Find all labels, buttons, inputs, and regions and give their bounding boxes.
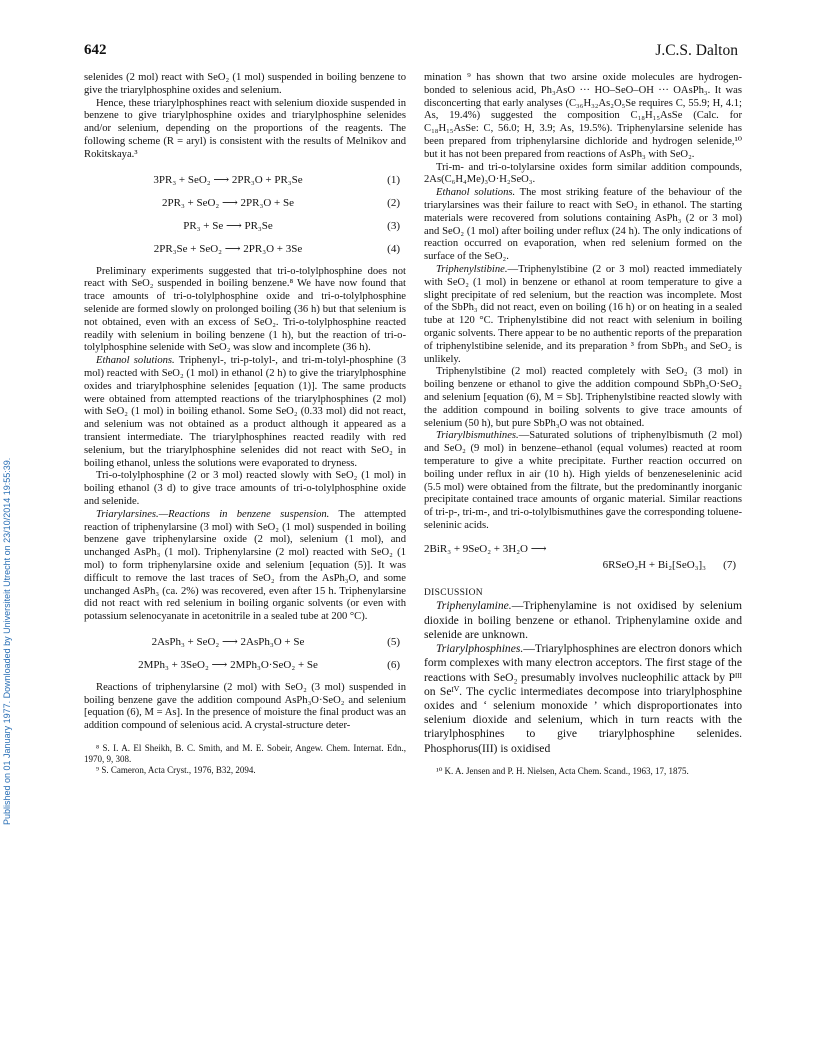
equation-block-1 (84, 168, 406, 260)
right-column (424, 72, 742, 777)
paragraph: Ethanol solutions. Triphenyl-, tri-p-tolyl-, and tri-m-tolyl-phosphine (3 mol) reacted with SeO₂ (1 mol) in ethanol (2 h) to give the triarylphosphine oxides and triarylphosphine selenides [equation (1)]. The same products were obtained from attempted reactions of the triarylphosphines (2 mol) with SeO₂ (1 mol) in boiling ethanol. Some SeO₂ (0.33 mol) did not react, and selenium was not obtained as a product although it appeared as a transient intermediate. The triarylphosphines reacted readily with red selenium, but the triarylphosphine selenides did not react with SeO₂ in boiling ethanol, unless the solutions were evaporated to dryness. (84, 355, 406, 469)
equation: 2MPh₃ + 3SeO₂ ⟶ 2MPh₃O·SeO₂ + Se (6) (138, 658, 400, 671)
paragraph: Ethanol solutions. The most striking feature of the behaviour of the triarylarsines was their failure to react with SeO₂ in ethanol. The starting materials were recovered from solutions containing AsPh₃ (2 or 3 mol) and SeO₂ (1 mol) after boiling under reflux (24 h). The only indications of reaction occurred on evaporation, when red selenium formed on the surface of the SeO₂. (424, 187, 742, 263)
section-heading: DISCUSSION (424, 587, 483, 598)
paragraph: Hence, these triarylphosphines react with selenium dioxide suspended in benzene to give triarylphosphine oxides and triarylphosphine selenides and/or selenium, depending on the proportions of the reagents. The following scheme (R = aryl) is consistent with the results of Melnikov and Rokitskaya.³ (84, 97, 406, 160)
side-watermark (2, 165, 18, 825)
equation: 2PR₃ + SeO₂ ⟶ 2PR₃O + Se (2) (162, 196, 400, 209)
paragraph: mination ⁹ has shown that two arsine oxide molecules are hydrogen-bonded to selenious acid, Ph₃AsO ··· HO–SeO–OH ··· OAsPh₃. It was disconcerting that early analyses (C₃₆H₃₂As₂O₅Se requires C, 55.9; H, 4.1; As, 19.4%) suggested the composition C₁₈H₁₅AsSe (Calc. for C₁₈H₁₅AsSe: C, 56.0; H, 3.9; As, 19.5%). Triphenylarsine selenide has been prepared from triphenylarsine dichloride and hydrogen selenide,¹⁰ but it has not been prepared from reactions of AsPh₃ with SeO₂. (424, 72, 742, 160)
equation-block-2 (84, 630, 406, 676)
footnote: ¹⁰ K. A. Jensen and P. H. Nielsen, Acta Chem. Scand., 1963, 17, 1875. (436, 765, 689, 776)
equation: PR₃ + Se ⟶ PR₃Se (3) (183, 219, 400, 232)
paragraph: Triarylarsines.—Reactions in benzene suspension. The attempted reaction of triphenylarsine (3 mol) with SeO₂ (1 mol) suspended in boiling benzene gave triphenylarsine oxide (2 mol), selenium (1 mol), and unchanged AsPh₃ (1 mol). Triphenylarsine (2 mol) reacted with SeO₂ (1 mol) to form triphenylarsine oxide and selenium [equation (5)]. It was difficult to remove the last traces of SeO₂ from the AsPh₃O, and some unchanged AsPh₃ (ca. 2%) was recovered, even after 15 h. Triphenylarsine did not react with red selenium in boiling organic solvents (or even with potassium selenocyanate in acetonitrile in a sealed tube at 200 °C). (84, 508, 406, 623)
journal-title: J.C.S. Dalton (655, 42, 738, 59)
equation-7: 2BiR₃ + 9SeO₂ + 3H₂O ⟶ 6RSeO₂H + Bi₂[SeO₃]₃ (7) (424, 542, 736, 571)
left-column (84, 72, 406, 776)
paragraph: Triphenylamine.—Triphenylamine is not oxidised by selenium dioxide in boiling benzene or ethanol. Triphenylamine oxide and selenide are unknown. (424, 599, 742, 641)
paragraph: Tri-o-tolylphosphine (2 or 3 mol) reacted slowly with SeO₂ (1 mol) in boiling ethanol (3 d) to give trace amounts of tri-o-tolylphosphine oxide and selenide. (84, 470, 406, 507)
paragraph: selenides (2 mol) react with SeO₂ (1 mol) suspended in boiling benzene to give the triarylphosphine oxides and selenium. (84, 72, 406, 96)
equation: 2AsPh₃ + SeO₂ ⟶ 2AsPh₃O + Se (5) (151, 635, 400, 648)
paragraph: Tri-m- and tri-o-tolylarsine oxides form similar addition compounds, 2As(C₆H₄Me)₃O·H₂SeO₃. (424, 161, 742, 186)
paragraph: Triphenylstibine.—Triphenylstibine (2 or 3 mol) reacted immediately with SeO₂ (1 mol) in benzene or ethanol at room temperature to give a slight precipitate of red selenium, but the reaction was incomplete. Most of the SbPh₃ did not react, even on boiling (16 h) or on heating in a sealed tube at 120 °C. Triphenylstibine did not react with selenium in boiling organic solvents. There appear to be no authentic reports of the preparation of triphenylstibine selenide, and its preparation ³ from SbPh₃ and SeO₂ is unlikely. (424, 263, 742, 365)
paragraph: Triarylphosphines.—Triarylphosphines are electron donors which form complexes with many electron acceptors. The first stage of the reactions with SeO₂ presumably involves nucleophilic attack by Pᴵᴵᴵ on Seᴵⱽ. The cyclic intermediates decompose into triarylphosphine oxides and ‘ selenium monoxide ’ which disproportionates into selenium dioxide and selenium, which in turn reacts with the triarylphosphines to give triarylphosphine selenides. Phosphorus(III) is oxidised (424, 642, 742, 755)
paragraph: Reactions of triphenylarsine (2 mol) with SeO₂ (3 mol) suspended in boiling benzene gave the addition compound AsPh₃O·SeO₂ and selenium [equation (6), M = As]. In the presence of moisture the final product was an addition compound of selenious acid. A crystal-structure deter- (84, 681, 406, 732)
page-number: 642 (84, 42, 107, 58)
footnote: ⁹ S. Cameron, Acta Cryst., 1976, B32, 2094. (96, 765, 256, 776)
paragraph: Triphenylstibine (2 mol) reacted completely with SeO₂ (3 mol) in boiling benzene or ethanol to give the addition compound SbPh₃O·SeO₂ and selenium [equation (6), M = Sb]. Triphenylstibine reacted slowly with the addition compound in boiling solvents to give trace amounts of selenium (50 h), but pure SbPh₃O was not obtained. (424, 366, 742, 429)
download-note[interactable]: Published on 01 January 1977. Downloaded by Universiteit Utrecht on 23/10/2014 19:55:39. (2, 457, 12, 825)
equation: 3PR₃ + SeO₂ ⟶ 2PR₃O + PR₃Se (1) (153, 173, 400, 186)
paragraph: Preliminary experiments suggested that tri-o-tolylphosphine does not react with SeO₂ suspended in boiling benzene.⁸ We have now found that trace amounts of tri-o-tolylphosphine oxide and tri-o-tolylphosphine selenide are formed slowly on prolonged boiling (36 h) but that selenium is not obtained, even with an excess of SeO₂. Tri-o-tolylphosphine reacted readily with selenium in boiling benzene (1 h), but the reaction of tri-o-tolylphosphine selenide with SeO₂ was slow and incomplete (36 h). (84, 265, 406, 354)
equation: 2PR₃Se + SeO₂ ⟶ 2PR₃O + 3Se (4) (153, 242, 400, 255)
paragraph: Triarylbismuthines.—Saturated solutions of triphenylbismuth (2 mol) and SeO₂ (9 mol) in benzene–ethanol (equal volumes) reacted at room temperature to give a white precipitate. Further reaction occurred on boiling under reflux in air (10 h). High yields of benzeneseleninic acid (5.5 mol) were obtained from the filtrate, but the predominantly inorganic precipitate contained trace amounts of organic material. Similar reactions of tri-p-, tri-m-, and tri-o-tolylbismuthines gave the corresponding toluene-seleninic acids. (424, 430, 742, 531)
footnote: ⁸ S. I. A. El Sheikh, B. C. Smith, and M. E. Sobeir, Angew. Chem. Internat. Edn., 1970, 9, 308. (84, 743, 406, 765)
